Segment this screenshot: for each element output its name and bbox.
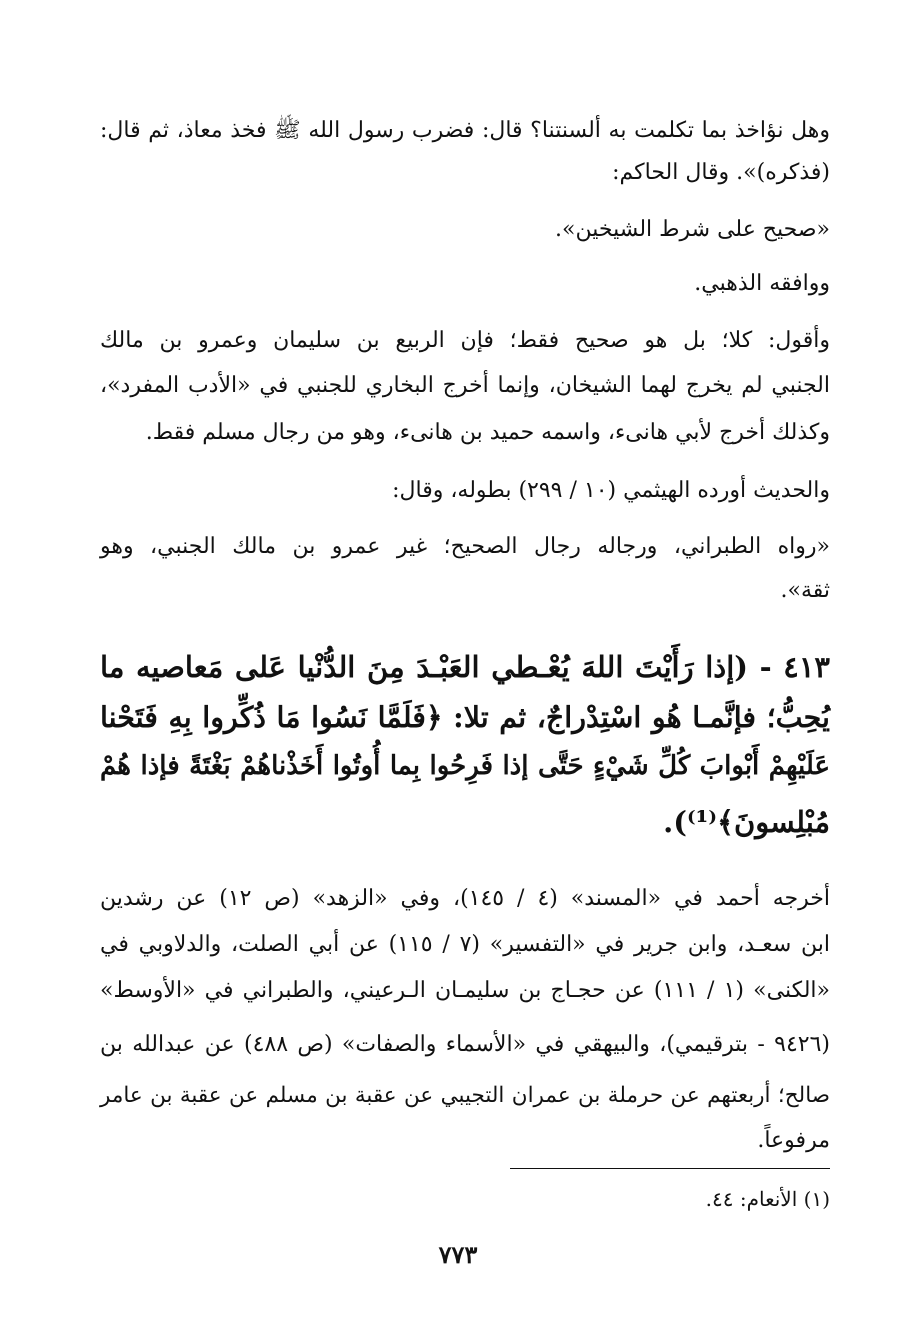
page-number: ٧٧٣: [438, 1240, 478, 1269]
text-line: «الكنى» (١ / ١١١) عن حجـاج بن سليمـان الـرعيني، والطبراني في «الأوسط»: [100, 978, 831, 1003]
footnote-divider: [510, 1168, 830, 1169]
text-line: (فذكره)». وقال الحاكم:: [612, 160, 830, 185]
hadith-heading-line: مُبْلِسونَ﴾⁽¹⁾).: [663, 805, 830, 839]
quote-line: «رواه الطبراني، ورجاله رجال الصحيح؛ غير عمرو بن مالك الجنبي، وهو: [100, 534, 830, 559]
text-line: وكذلك أخرج لأبي هانىء، واسمه حميد بن هانىء، وهو من رجال مسلم فقط.: [145, 420, 830, 445]
text-line: وأقول: كلا؛ بل هو صحيح فقط؛ فإن الربيع بن سليمان وعمرو بن مالك: [100, 328, 830, 353]
text-line: صالح؛ أربعتهم عن حرملة بن عمران التجيبي عن عقبة بن مسلم عن عقبة بن عامر: [100, 1083, 830, 1108]
text-line: الجنبي لم يخرج لهما الشيخان، وإنما أخرج البخاري للجنبي في «الأدب المفرد»،: [100, 373, 830, 398]
text-line: (٩٤٢٦ - بترقيمي)، والبيهقي في «الأسماء والصفات» (ص ٤٨٨) عن عبدالله بن: [100, 1032, 831, 1057]
text-line: أخرجه أحمد في «المسند» (٤ / ١٤٥)، وفي «الزهد» (ص ١٢) عن رشدين: [100, 886, 830, 911]
hadith-heading-line: يُحِبُّ؛ فإنَّمـا هُو اسْتِدْراجٌ، ثم تلا: ﴿فَلَمَّا نَسُوا مَا ذُكِّروا بِهِ فَتَحْنا: [100, 700, 830, 734]
footnote: (١) الأنعام: ٤٤.: [705, 1187, 830, 1211]
text-line: مرفوعاً.: [757, 1128, 830, 1153]
quote-line: ثقة».: [780, 578, 830, 603]
text-line: والحديث أورده الهيثمي (١٠ / ٢٩٩) بطوله، وقال:: [392, 478, 830, 503]
hadith-heading-line: ٤١٣ - (إذا رَأَيْتَ اللهَ يُعْـطي العَبْـدَ مِنَ الدُّنْيا عَلى مَعاصيه ما: [100, 650, 830, 684]
hadith-heading-line: عَلَيْهِمْ أَبْوابَ كُلِّ شَيْءٍ حَتَّى إذا فَرِحُوا بِما أُوتُوا أَخَذْناهُمْ بَغْتَةً فإذا هُمْ: [100, 751, 830, 781]
text-line: ابن سعـد، وابن جرير في «التفسير» (٧ / ١١٥) عن أبي الصلت، والدلاوبي في: [100, 932, 831, 957]
text-line: وهل نؤاخذ بما تكلمت به ألسنتنا؟ قال: فضرب رسول الله ﷺ فخذ معاذ، ثم قال:: [100, 118, 830, 143]
text-line: ووافقه الذهبي.: [694, 271, 830, 296]
quote-line: «صحيح على شرط الشيخين».: [555, 217, 830, 242]
